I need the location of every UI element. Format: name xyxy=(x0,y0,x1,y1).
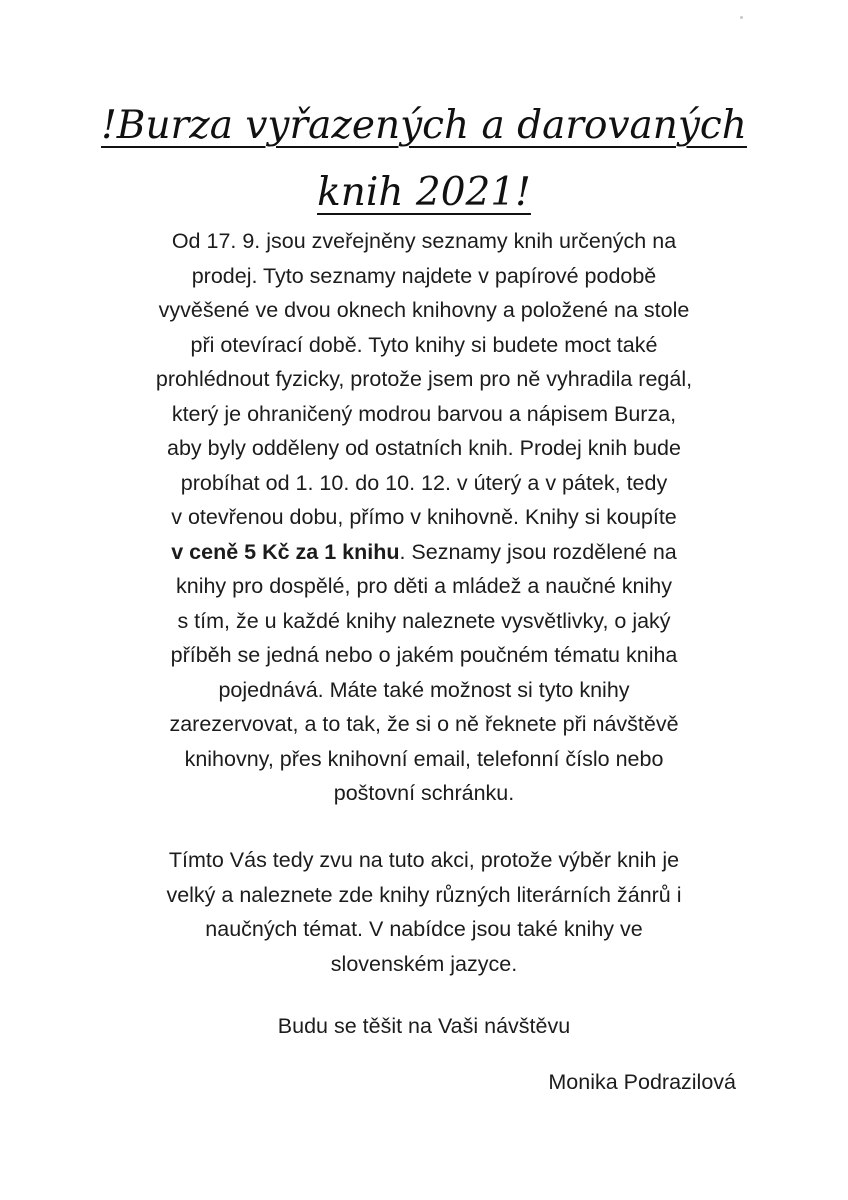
paragraph-line: probíhat od 1. 10. do 10. 12. v úterý a v pátek, tedy xyxy=(180,470,668,495)
main-paragraph xyxy=(70,224,778,811)
paragraph-line: Tímto Vás tedy zvu na tuto akci, protože výběr knih je xyxy=(168,848,680,872)
price-line xyxy=(70,535,778,570)
paragraph-line: naučných témat. V nabídce jsou také knihy ve xyxy=(205,917,643,941)
paragraph-line: při otevírací době. Tyto knihy si budete moct také xyxy=(190,332,658,357)
paragraph-line: prodej. Tyto seznamy najdete v papírové podobě xyxy=(191,263,657,288)
paragraph-line: s tím, že u každé knihy naleznete vysvětlivky, o jaký xyxy=(177,608,671,633)
paragraph-line: v otevřenou dobu, přímo v knihovně. Knihy si koupíte xyxy=(171,505,677,529)
heading-line-2: knih 2021! xyxy=(317,170,531,215)
paragraph-line: zarezervovat, a to tak, že si o ně řeknete při návštěvě xyxy=(169,712,679,736)
paragraph-line: knihovny, přes knihovní email, telefonní číslo nebo xyxy=(184,746,664,771)
flyer-heading xyxy=(0,92,848,226)
closing-line: Budu se těšit na Vaši návštěvu xyxy=(277,1014,571,1038)
paragraph-line: poštovní schránku. xyxy=(333,781,515,805)
invitation-paragraph xyxy=(70,843,778,981)
signature: Monika Podrazilová xyxy=(548,1070,736,1094)
paragraph-line: příběh se jedná nebo o jakém poučném tématu kniha xyxy=(170,643,678,667)
paragraph-line: knihy pro dospělé, pro děti a mládež a naučné knihy xyxy=(175,574,672,598)
paragraph-line: Od 17. 9. jsou zveřejněny seznamy knih určených na xyxy=(171,229,677,253)
paragraph-line: aby byly odděleny od ostatních knih. Prodej knih bude xyxy=(167,436,681,460)
paragraph-line: vyvěšené ve dvou oknech knihovny a položené na stole xyxy=(158,298,690,322)
paragraph-line: velký a naleznete zde knihy různých literárních žánrů i xyxy=(166,882,682,907)
paragraph-line: který je ohraničený modrou barvou a nápisem Burza, xyxy=(171,401,677,426)
paragraph-line: prohlédnout fyzicky, protože jsem pro ně vyhradila regál, xyxy=(155,367,693,391)
price-highlight: v ceně 5 Kč za 1 knihu xyxy=(171,539,400,564)
scan-speck xyxy=(740,16,743,19)
price-line-rest: . Seznamy jsou rozdělené na xyxy=(399,539,677,564)
heading-line-1: !Burza vyřazených a darovaných xyxy=(101,103,747,148)
paragraph-line: pojednává. Máte také možnost si tyto knihy xyxy=(218,677,630,702)
paragraph-line: slovenském jazyce. xyxy=(330,951,518,976)
